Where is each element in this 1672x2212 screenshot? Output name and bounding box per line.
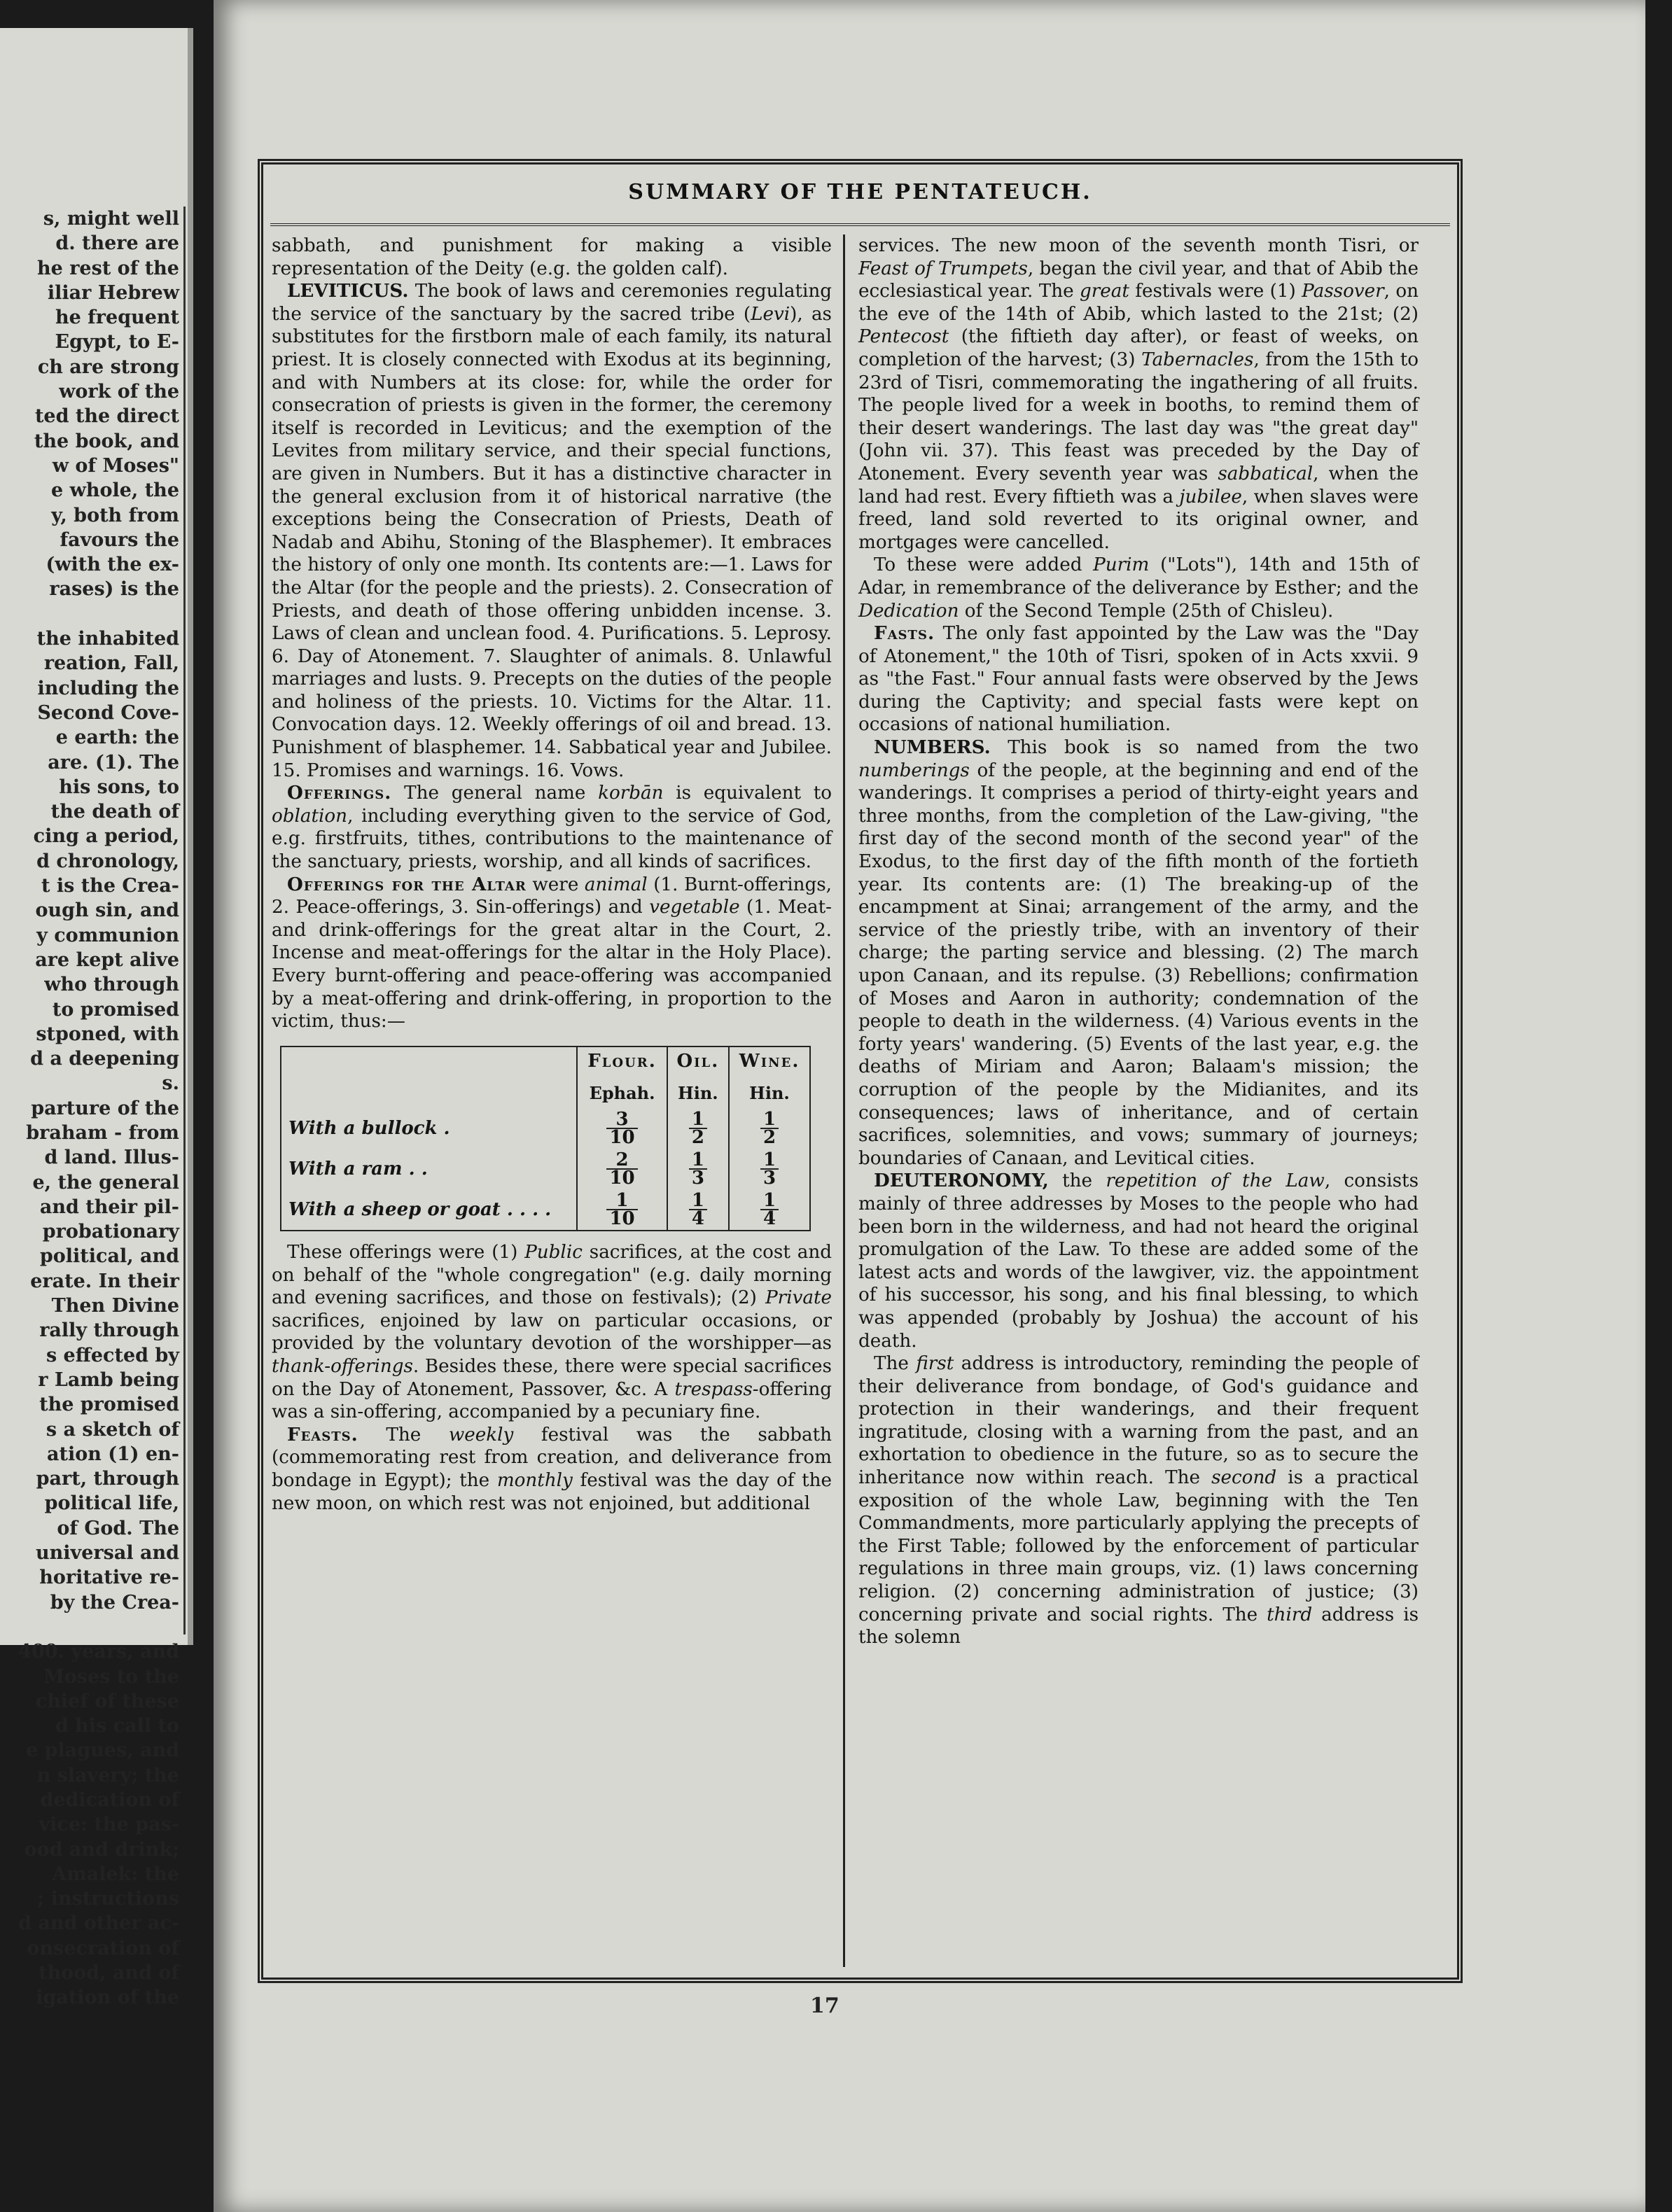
fragment-line: braham - from — [26, 1121, 179, 1144]
running-header: SUMMARY OF THE PENTATEUCH. — [628, 180, 1092, 204]
fragment-line: n slavery; the — [36, 1764, 179, 1786]
fragment-line: universal and — [36, 1542, 179, 1564]
table-cell-wine — [729, 1108, 810, 1149]
text: of the Second Temple (25th of Chisleu). — [964, 600, 1334, 622]
fraction — [689, 1108, 707, 1148]
text: The general name — [404, 783, 586, 804]
fragment-line: d chronology, — [36, 850, 179, 872]
fragment-line — [0, 1615, 179, 1639]
fraction — [760, 1149, 779, 1189]
fragment-line: of God. The — [57, 1517, 179, 1539]
fragment-line: w of Moses" — [52, 454, 179, 477]
fragment-line: d. there are — [55, 232, 179, 255]
table-header-cell: Oil. — [667, 1046, 729, 1076]
table-header-cell: Wine. — [729, 1046, 810, 1076]
table-cell-wine — [729, 1149, 810, 1189]
fragment-line: he frequent — [55, 307, 179, 329]
fragment-line: ch are strong — [37, 356, 179, 378]
page-number: 17 — [810, 1994, 840, 2018]
fragment-line: Amalek: the — [52, 1863, 179, 1885]
row-label: With a sheep or goat . . . . — [288, 1198, 552, 1220]
text: The — [874, 1353, 909, 1375]
fragment-line: cing a period, — [33, 825, 179, 848]
table-row — [281, 1108, 810, 1149]
table-row — [281, 1149, 810, 1189]
fragment-line: r Lamb being — [38, 1368, 179, 1391]
fragment-line: who through — [44, 974, 179, 996]
text: festival was the day of the new moon, on which rest was not enjoined, but additional — [272, 1469, 832, 1514]
text: is equivalent to — [676, 783, 832, 804]
section-head-leviticus: LEVITICUS. — [287, 280, 409, 302]
denominator: 10 — [609, 1208, 635, 1229]
term-second: second — [1211, 1467, 1277, 1489]
fragment-line: dedication of — [40, 1789, 179, 1811]
fragment-line: favours the — [60, 528, 179, 551]
fragment-line: his sons, to — [59, 776, 179, 798]
fraction — [606, 1149, 637, 1189]
term-vegetable: vegetable — [649, 897, 740, 918]
text: (1. Burnt-offerings, 2. Peace-offerings, 3. Sin-offerings) and — [272, 874, 832, 918]
text: festivals were (1) — [1135, 281, 1296, 302]
fragment-line: Then Divine — [51, 1295, 179, 1317]
fraction — [760, 1189, 779, 1229]
denominator: 2 — [762, 1126, 776, 1148]
term-private: Private — [765, 1287, 832, 1309]
fraction — [760, 1108, 779, 1148]
table-cell-flour — [577, 1108, 667, 1149]
left-column — [272, 234, 832, 1967]
text: To these were added — [874, 554, 1082, 576]
fragment-line: ation (1) en- — [46, 1443, 179, 1465]
numerator: 1 — [689, 1152, 707, 1170]
fragment-line: e earth: the — [55, 727, 179, 749]
fragment-line: d and other ac- — [18, 1912, 179, 1935]
fragment-line: y, both from — [51, 504, 179, 526]
numerator: 1 — [606, 1192, 637, 1210]
text: services. The new moon of the seventh month Tisri, or — [858, 235, 1419, 256]
table-row — [281, 1189, 810, 1231]
fragment-line: e, the general — [32, 1171, 179, 1194]
table-units-row — [281, 1075, 810, 1108]
fragment-line — [0, 602, 179, 626]
fragment-line: by the Crea- — [50, 1591, 179, 1614]
text: These offerings were (1) — [287, 1241, 518, 1263]
fragment-line: rases) is the — [49, 578, 179, 601]
fragment-line: onsecration of — [27, 1937, 179, 1959]
book-page — [214, 0, 1645, 2212]
table-header-cell: Flour. — [577, 1046, 667, 1076]
fragment-line: e whole, the — [51, 479, 179, 502]
term-korban: korbān — [598, 783, 664, 804]
denominator: 4 — [762, 1208, 776, 1229]
table-cell-flour — [577, 1189, 667, 1231]
paragraph-sabbath-continuation — [272, 234, 832, 280]
fragment-line: work of the — [59, 381, 179, 403]
numerator: 2 — [606, 1152, 637, 1170]
text: This book is so named from the two — [1008, 737, 1419, 759]
paragraph-leviticus — [272, 280, 832, 782]
fragment-line: vice: the pas- — [39, 1814, 179, 1836]
fragment-line: s effected by — [46, 1344, 179, 1366]
subhead-offerings: Offerings. — [287, 782, 392, 804]
text: the — [1062, 1170, 1092, 1192]
fragment-line: d a deepening — [30, 1048, 179, 1070]
paragraph-feasts-continued — [858, 234, 1419, 554]
fragment-line: d his call to — [55, 1715, 179, 1737]
facing-page-text-column — [0, 206, 186, 2009]
text: The book of laws and ceremonies regulating the service of the sanctuary by the sacred tribe ( — [272, 281, 832, 325]
fragment-line: Second Cove- — [37, 701, 179, 724]
numerator: 1 — [689, 1111, 707, 1129]
fragment-line: iliar Hebrew — [47, 281, 179, 304]
text: ("Lots"), 14th and 15th of Adar, in remembrance of the deliverance by Esther; and the — [858, 554, 1419, 598]
fragment-line: ; instructions — [37, 1888, 179, 1910]
text: were — [532, 874, 579, 895]
term-oblation: oblation — [272, 805, 348, 827]
fragment-line: the inhabited — [36, 628, 179, 650]
denominator: 2 — [691, 1126, 704, 1148]
fraction — [689, 1149, 707, 1189]
fragment-line: s. — [162, 1072, 179, 1095]
offerings-proportion-table — [280, 1046, 811, 1231]
fragment-line: political life, — [44, 1492, 179, 1515]
right-column — [858, 234, 1419, 1967]
term-first: first — [916, 1353, 954, 1375]
term-tabernacles: Tabernacles — [1141, 349, 1254, 370]
text: (1. Meat- and drink-offerings for the great altar in the Court, 2. Incense and meat-offerings for the altar in the Holy Place). Every burnt-offering and peace-offering was accompanied by a meat-offering and drink-offering, in proportion to the victim, thus:— — [272, 897, 832, 1032]
term-levi: Levi — [751, 303, 790, 325]
text: , consists mainly of three addresses by Moses to the people who had been born in the wilderness, and had not heard the original promulgation of the Law. To these are added some of the latest acts and words of the lawgiver, viz. the appointment of his successor, his song, and his final blessing, to which was appended (probably by Joshua) the account of his death. — [858, 1170, 1419, 1352]
fragment-line: (with the ex- — [46, 554, 179, 576]
text: , including everything given to the service of God, e.g. firstfruits, tithes, contributions to the maintenance of the sanctuary, priests, worship, and all kinds of sacrifices. — [272, 805, 832, 873]
section-head-deuteronomy: DEUTERONOMY, — [874, 1170, 1049, 1192]
denominator: 10 — [609, 1126, 635, 1148]
fraction — [606, 1108, 637, 1148]
paragraph-offerings-altar — [272, 874, 832, 1033]
table-unit-cell: Hin. — [667, 1075, 729, 1108]
numerator: 1 — [760, 1152, 779, 1170]
subhead-feasts: Feasts. — [287, 1423, 358, 1446]
text: , when slaves were freed, land sold reverted to its original owner, and mortgages were cancelled. — [858, 486, 1419, 553]
paragraph-numbers — [858, 736, 1419, 1170]
numerator: 3 — [606, 1111, 637, 1129]
paragraph-fasts — [858, 622, 1419, 736]
fragment-line: rally through — [39, 1320, 179, 1342]
fragment-line: Moses to the — [43, 1665, 179, 1688]
section-head-numbers: NUMBERS. — [874, 736, 991, 759]
fragment-line: the book, and — [34, 430, 179, 452]
text: festival was the sabbath (commemorating rest from creation, and deliverance from bondage in Egypt); the — [272, 1424, 832, 1491]
term-pentecost: Pentecost — [858, 326, 949, 348]
text: address is the solemn — [858, 1604, 1419, 1648]
text: . Besides these, there were special sacrifices on the Day of Atonement, Passover, &c. A — [272, 1355, 832, 1400]
paragraph-addresses — [858, 1352, 1419, 1649]
denominator: 4 — [691, 1208, 704, 1229]
fragment-line: reation, Fall, — [43, 652, 179, 675]
fragment-line: horitative re- — [39, 1567, 179, 1589]
fragment-line: ough sin, and — [35, 899, 179, 922]
paragraph-offerings — [272, 782, 832, 873]
term-jubilee: jubilee — [1179, 486, 1242, 507]
table-header-cell — [281, 1046, 577, 1076]
paragraph-feasts — [272, 1424, 832, 1515]
fragment-line: s a sketch of — [46, 1418, 179, 1441]
text: , began the civil year, and that of Abib the ecclesiastical year. The — [858, 258, 1419, 302]
subhead-offerings-altar: Offerings for the Altar — [287, 873, 527, 895]
fragment-line: ted the direct — [34, 405, 179, 428]
paragraph-deuteronomy — [858, 1170, 1419, 1352]
fragment-line: stponed, with — [36, 1023, 179, 1045]
term-repetition-of-the-law: repetition of the Law — [1106, 1170, 1325, 1192]
term-third: third — [1267, 1604, 1313, 1625]
fragment-line: are kept alive — [35, 948, 179, 971]
column-separator — [843, 234, 845, 1967]
fragment-line: he rest of the — [37, 257, 179, 279]
text: ), as substitutes for the firstborn male of each family, its natural priest. It is closely connected with Exodus at its beginning, and with Numbers at its close: for, while the order for consecration of priests is given in the former, the ceremony itself is recorded in Leviticus; and the exemption of the Levites from military service, and their special functions, are given in Numbers. But it has a distinctive character in the general exclusion from it of historical narrative (the exceptions being the Consecration of Priests, Death of Nadab and Abihu, Stoning of the Blasphemer). It embraces the history of only one month. Its contents are:—1. Laws for the Altar (for the people and the priests). 2. Consecration of Priests, and death of those offering unbidden incense. 3. Laws of clean and unclean food. 4. Purifications. 5. Leprosy. 6. Day of Atonement. 7. Slaughter of animals. 8. Unlawful marriages and lusts. 9. Precepts on the duties of the people and holiness of the priests. 10. Victims for the Altar. 11. Convocation days. 12. Weekly offerings of oil and bread. 13. Punishment of blasphemer. 14. Sabbatical year and Jubilee. 15. Promises and warnings. 16. Vows. — [272, 303, 832, 781]
fragment-line: including the — [37, 677, 179, 699]
row-label: With a bullock . — [288, 1117, 450, 1139]
paragraph-public-private — [272, 1241, 832, 1424]
text: , from the 15th to 23rd of Tisri, commemorating the ingathering of all fruits. The people lived for a week in booths, to remind them of their desert wanderings. The last day was "the great day" (John vii. 37). This feast was preceded by the Day of Atonement. Every seventh year was — [858, 349, 1419, 484]
text: sabbath, and punishment for making a visible representation of the Deity (e.g. the golden calf). — [272, 235, 832, 279]
denominator: 3 — [691, 1167, 704, 1189]
term-dedication: Dedication — [858, 600, 959, 622]
term-numberings: numberings — [858, 760, 970, 781]
fragment-line: t is the Crea- — [41, 875, 179, 897]
text: sacrifices, at the cost and on behalf of the "whole congregation" (e.g. daily morning and evening sacrifices, and those on festivals); (2) — [272, 1241, 832, 1309]
text: is a practical exposition of the whole Law, beginning with the Ten Commandments, more particularly applying the precepts of the First Table; followed by the enforcement of particular regulations in three main groups, viz. (1) laws concerning religion. (2) concerning administration of justice; (3) concerning private and social rights. The — [858, 1467, 1419, 1625]
fragment-line: e plagues, and — [26, 1740, 179, 1762]
table-unit-cell — [281, 1075, 577, 1108]
text: address is introductory, reminding the people of their deliverance from bondage, of God's guidance and protection in their wanderings, and their frequent ingratitude, closing with a warning from the past, and an exhortation to obedience in the future, so as to secure the inheritance now within reach. The — [858, 1353, 1419, 1489]
fraction — [689, 1189, 707, 1229]
fragment-line: 400. years, and — [18, 1641, 179, 1663]
term-monthly: monthly — [496, 1469, 573, 1491]
fragment-line: probationary — [42, 1221, 179, 1243]
term-animal: animal — [584, 874, 648, 895]
text: (the fiftieth day after), or feast of weeks, on completion of the harvest; (3) — [858, 326, 1419, 370]
fragment-line: chief of these — [35, 1690, 179, 1712]
numerator: 1 — [689, 1192, 707, 1210]
fragment-line: s, might well — [43, 208, 179, 230]
fragment-line: and their pil- — [39, 1196, 179, 1218]
term-trespass: trespass — [674, 1378, 753, 1400]
header-rule — [270, 223, 1450, 226]
fragment-line: are. (1). The — [48, 751, 179, 774]
denominator: 3 — [762, 1167, 776, 1189]
text: The — [386, 1424, 422, 1446]
numerator: 1 — [760, 1111, 779, 1129]
table-unit-cell: Hin. — [729, 1075, 810, 1108]
table-header-row — [281, 1046, 810, 1076]
fragment-line: the death of — [50, 801, 179, 823]
denominator: 10 — [609, 1167, 635, 1189]
table-cell-oil — [667, 1149, 729, 1189]
table-cell-flour — [577, 1149, 667, 1189]
page-frame — [261, 162, 1459, 1980]
numerator: 1 — [760, 1192, 779, 1210]
term-purim: Purim — [1093, 554, 1150, 576]
fragment-line: erate. In their — [30, 1270, 179, 1292]
fragment-line: to promised — [52, 998, 179, 1021]
text: The only fast appointed by the Law was the "Day of Atonement," the 10th of Tisri, spoken of in Acts xxvii. 9 as "the Fast." Four annual fasts were observed by the Jews during the Captivity; and special fasts were kept on occasions of national humiliation. — [858, 623, 1419, 736]
table-unit-cell: Ephah. — [577, 1075, 667, 1108]
fragment-line: ood and drink; — [24, 1838, 179, 1861]
text: of the people, at the beginning and end of the wanderings. It comprises a period of thirty-eight years and three months, from the completion of the Law-giving, "the first day of the second month of the second year" of the Exodus, to the first day of the fifth month of the fortieth year. Its contents are: (1) The breaking-up of the encampment at Sinai; arrangement of the army, and the service of the priestly tribe, with an inventory of their charge; the parting service and blessing. (2) The march upon Canaan, and its repulse. (3) Rebellions; confirmation of Moses and Aaron in authority; condemnation of the people to death in the wilderness. (4) Various events in the forty years' wandering. (5) Events of the last year, e.g. the deaths of Miriam and Aaron; Balaam's mission; the corruption of the people by the Midianites, and its consequences; laws of inheritance, and of certain sacrifices, solemnities, and vows; summary of journeys; boundaries of Canaan, and Levitical cities. — [858, 760, 1419, 1169]
text: sacrifices, enjoined by law on particular occasions, or provided by the voluntary devotion of the worshipper—as — [272, 1310, 832, 1354]
text: , when the land had rest. Every fiftieth was a — [858, 463, 1419, 507]
term-thank-offerings: thank-offerings — [272, 1355, 413, 1377]
term-public: Public — [524, 1241, 583, 1263]
fragment-line: thood, and of — [39, 1962, 179, 1984]
fragment-line: political, and — [39, 1245, 179, 1268]
table-cell-oil — [667, 1108, 729, 1149]
term-passover: Passover — [1302, 281, 1384, 302]
fragment-line: parture of the — [31, 1097, 179, 1119]
text: , on the eve of the 14th of Abib, which lasted to the 21st; (2) — [858, 281, 1419, 325]
fragment-line: part, through — [36, 1468, 179, 1490]
fragment-line: Egypt, to E- — [55, 331, 179, 354]
fraction — [606, 1189, 637, 1229]
paragraph-purim — [858, 554, 1419, 622]
table-cell-wine — [729, 1189, 810, 1231]
fragment-line: d land. Illus- — [44, 1147, 179, 1169]
term-sabbatical: sabbatical — [1218, 463, 1314, 484]
fragment-line: the promised — [39, 1394, 179, 1416]
term-feast-of-trumpets: Feast of Trumpets — [858, 258, 1028, 279]
facing-page-fragment — [0, 28, 193, 2009]
term-great: great — [1079, 281, 1129, 302]
table-cell-oil — [667, 1189, 729, 1231]
fragment-line: igation of the — [36, 1987, 179, 2009]
subhead-fasts: Fasts. — [874, 622, 935, 645]
text: -offering was a sin-offering, accompanied by a pecuniary fine. — [272, 1378, 832, 1423]
fragment-line: y communion — [36, 924, 179, 946]
row-label: With a ram . . — [288, 1158, 428, 1180]
term-weekly: weekly — [448, 1424, 514, 1446]
